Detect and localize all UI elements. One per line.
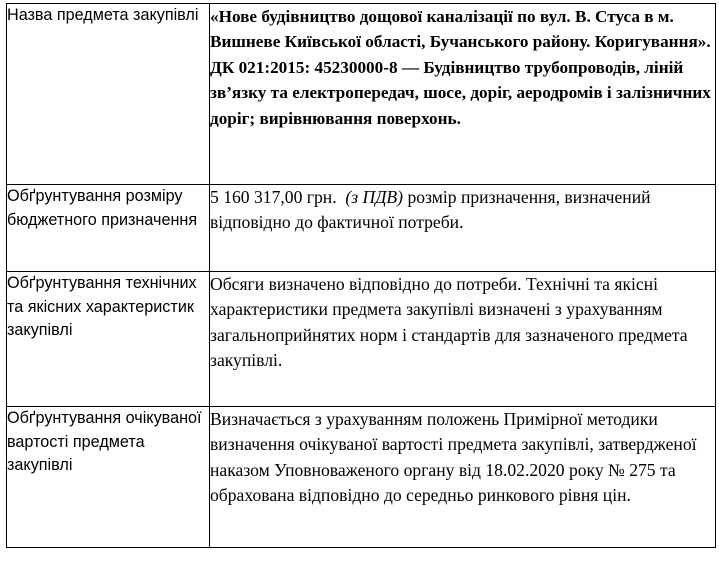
budget-label: Обґрунтування розміру бюджетного призначення <box>7 185 210 272</box>
expected-cost-label: Обґрунтування очікуваної вартості предмета закупівлі <box>7 407 210 548</box>
expected-cost-value: Визначається з урахуванням положень Примірної методики визначення очікуваної вартості предмета закупівлі, затвердженої наказом Уповноваженого органу від 18.02.2020 року № 275 та обрахована відповідно до середньо ринкового рівня цін. <box>210 407 716 548</box>
table-row-budget <box>7 185 716 272</box>
technical-value: Обсяги визначено відповідно до потреби. Технічні та якісні характеристики предмета закупівлі визначені з урахуванням загальноприйнятих норм і стандартів для зазначеного предмета закупівлі. <box>210 272 716 407</box>
budget-amount: 5 160 317,00 грн. <box>210 187 337 207</box>
budget-description: розмір призначення, визначений відповідно до фактичної потреби. <box>210 187 651 233</box>
table-row-technical <box>7 272 716 407</box>
table-row-subject <box>7 4 716 185</box>
technical-label: Обґрунтування технічних та якісних характеристик закупівлі <box>7 272 210 407</box>
table-row-expected-cost <box>7 407 716 548</box>
budget-vat-note: (з ПДВ) <box>345 187 404 207</box>
budget-value <box>210 185 716 272</box>
subject-value: «Нове будівництво дощової каналізації по вул. В. Стуса в м. Вишневе Київської області, Бучанського району. Коригування». ДК 021:2015: 45230000-8 — Будівництво трубопроводів, ліній зв’язку та електропередач, шосе, доріг, аеродромів і залізничних доріг; вирівнювання поверхонь. <box>210 4 716 185</box>
procurement-justification-table <box>6 3 716 548</box>
subject-label: Назва предмета закупівлі <box>7 4 210 185</box>
